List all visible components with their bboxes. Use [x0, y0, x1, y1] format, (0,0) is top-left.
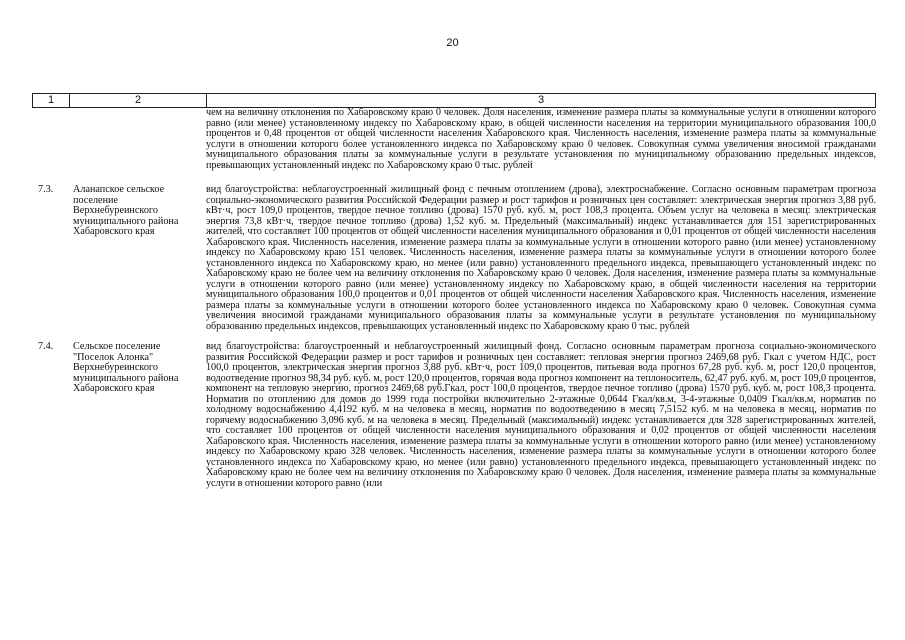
header-col-1: 1 — [33, 94, 70, 107]
row-number — [32, 108, 68, 171]
row-municipality: Аланапское сельское поселение Верхнебуреинского муниципального района Хабаровского края — [73, 184, 179, 237]
row-municipality: Сельское поселение "Поселок Алонка" Верхнебуреинского муниципального района Хабаровского края — [73, 341, 179, 394]
header-col-2: 2 — [70, 94, 207, 107]
row-number: 7.4. — [38, 341, 54, 352]
row-description: вид благоустройства: неблагоустроенный жилищный фонд с печным отоплением (дрова), электроснабжение. Согласно основным параметрам прогноза социально-экономического развития Российской Федерации размер и рост тарифов и розничных цен составляет: электрическая энергия прогноз 3,88 руб. кВт·ч, рост 109,0 процентов, твердое печное топливо (дрова) 1570 руб. куб. м, рост 108,3 процента. Объем услуг на человека в месяц: электрическая энергия 73,8 кВт·ч, твердое печное топливо (дрова) 1,52 куб. м. Предельный (максимальный) индекс устанавливается для 151 зарегистрированных жителей, что составляет 100 процентов от общей численности населения муниципального образования и 0,01 процентов от общей численности населения Хабаровского края. Численность населения, изменение размера платы за коммунальные услуги в отношении которого равно (или менее) установленному индексу по Хабаровскому краю 151 человек. Численность населения, изменение размера платы за коммунальные услуги в отношении которого более установленного индекса по Хабаровскому краю, но менее (или равно) установленного предельного индекса, превышающего установленный индекс по Хабаровскому краю не более чем на величину отклонения по Хабаровскому краю 0 человек. Доля населения, изменение размера платы за коммунальные услуги в отношении которого равно (или менее) установленному индексу по Хабаровскому краю, в общей численности населения на территории муниципального образования 100,0 процентов и 0,01 процентов от общей численности населения Хабаровского края. Численность населения, изменение размера платы за коммунальные услуги в отношении которого более установленного индекса по Хабаровскому краю 0 человек. Совокупная сумма увеличения вносимой гражданами муниципального образования платы за коммунальные услуги в результате установления по муниципальному образованию предельных индексов, превышающих установленный индекс по Хабаровскому краю 0 тыс. рублей — [206, 184, 876, 332]
tariff-table — [32, 93, 876, 489]
table-row-continuation — [32, 108, 876, 171]
row-description: вид благоустройства: благоустроенный и неблагоустроенный жилищный фонд. Согласно основным параметрам прогноза социально-экономического развития Российской Федерации размер и рост тарифов и розничных цен составляет: тепловая энергия прогноз 2469,68 руб. Гкал с учетом НДС, рост 100,0 процентов, электрическая энергия прогноз 3,88 руб. кВт·ч, рост 109,0 процентов, питьевая вода прогноз 67,28 руб. куб. м, рост 120,0 процентов, водоотведение прогноз 98,34 руб. куб. м, рост 120,0 процентов, горячая вода прогноз компонент на теплоноситель, 62,47 руб. куб. м, рост 109,0 процентов, компонент на тепловую энергию, прогноз 2469,68 руб.Гкал, рост 100,0 процентов, твердое печное топливо (дрова) 1570 руб. куб. м, рост 108,3 процента. Норматив по отоплению для домов до 1999 года постройки включительно 2-этажные 0,0644 Гкал/кв.м, 3-4-этажные 0,0409 Гкал/кв.м, норматив по холодному водоснабжению 4,4192 куб. м на человека в месяц, норматив по водоотведению в месяц 7,5152 куб. м на человека в месяц, норматив по горячему водоснабжению 3,096 куб. м на человека в месяц. Предельный (максимальный) индекс устанавливается для 328 зарегистрированных жителей, что составляет 100 процентов от общей численности населения муниципального образования и 0,02 процентов от общей численности населения Хабаровского края. Численность населения, изменение размера платы за коммунальные услуги в отношении которого равно (или менее) установленному индексу по Хабаровскому краю 328 человек. Численность населения, изменение размера платы за коммунальные услуги в отношении которого более установленного индекса по Хабаровскому краю, но менее (или равно) установленного предельного индекса, превышающего установленный индекс по Хабаровскому краю не более чем на величину отклонения по Хабаровскому краю 0 человек. Доля населения, изменение размера платы за коммунальные услуги в отношении которого равно (или — [206, 341, 876, 489]
header-col-3: 3 — [537, 94, 545, 106]
row-description: чем на величину отклонения по Хабаровскому краю 0 человек. Доля населения, изменение размера платы за коммунальные услуги в отношении которого равно (или менее) установленному индексу по Хабаровскому краю, в общей численности населения на территории муниципального образования 100,0 процентов и 0,48 процентов от общей численности населения Хабаровского края. Численность населения, изменение размера платы за коммунальные услуги в отношении которого более установленного индекса по Хабаровскому краю 0 человек. Совокупная сумма увеличения вносимой гражданами муниципального образования платы за коммунальные услуги в результате установления по муниципальному образованию предельных индексов, превышающих установленный индекс по Хабаровскому краю 0 тыс. рублей — [206, 107, 876, 171]
row-municipality — [68, 108, 204, 171]
table-header — [32, 94, 876, 108]
table-row — [32, 342, 876, 489]
table-row — [32, 185, 876, 332]
page-number: 20 — [446, 37, 459, 49]
row-number: 7.3. — [38, 184, 54, 195]
